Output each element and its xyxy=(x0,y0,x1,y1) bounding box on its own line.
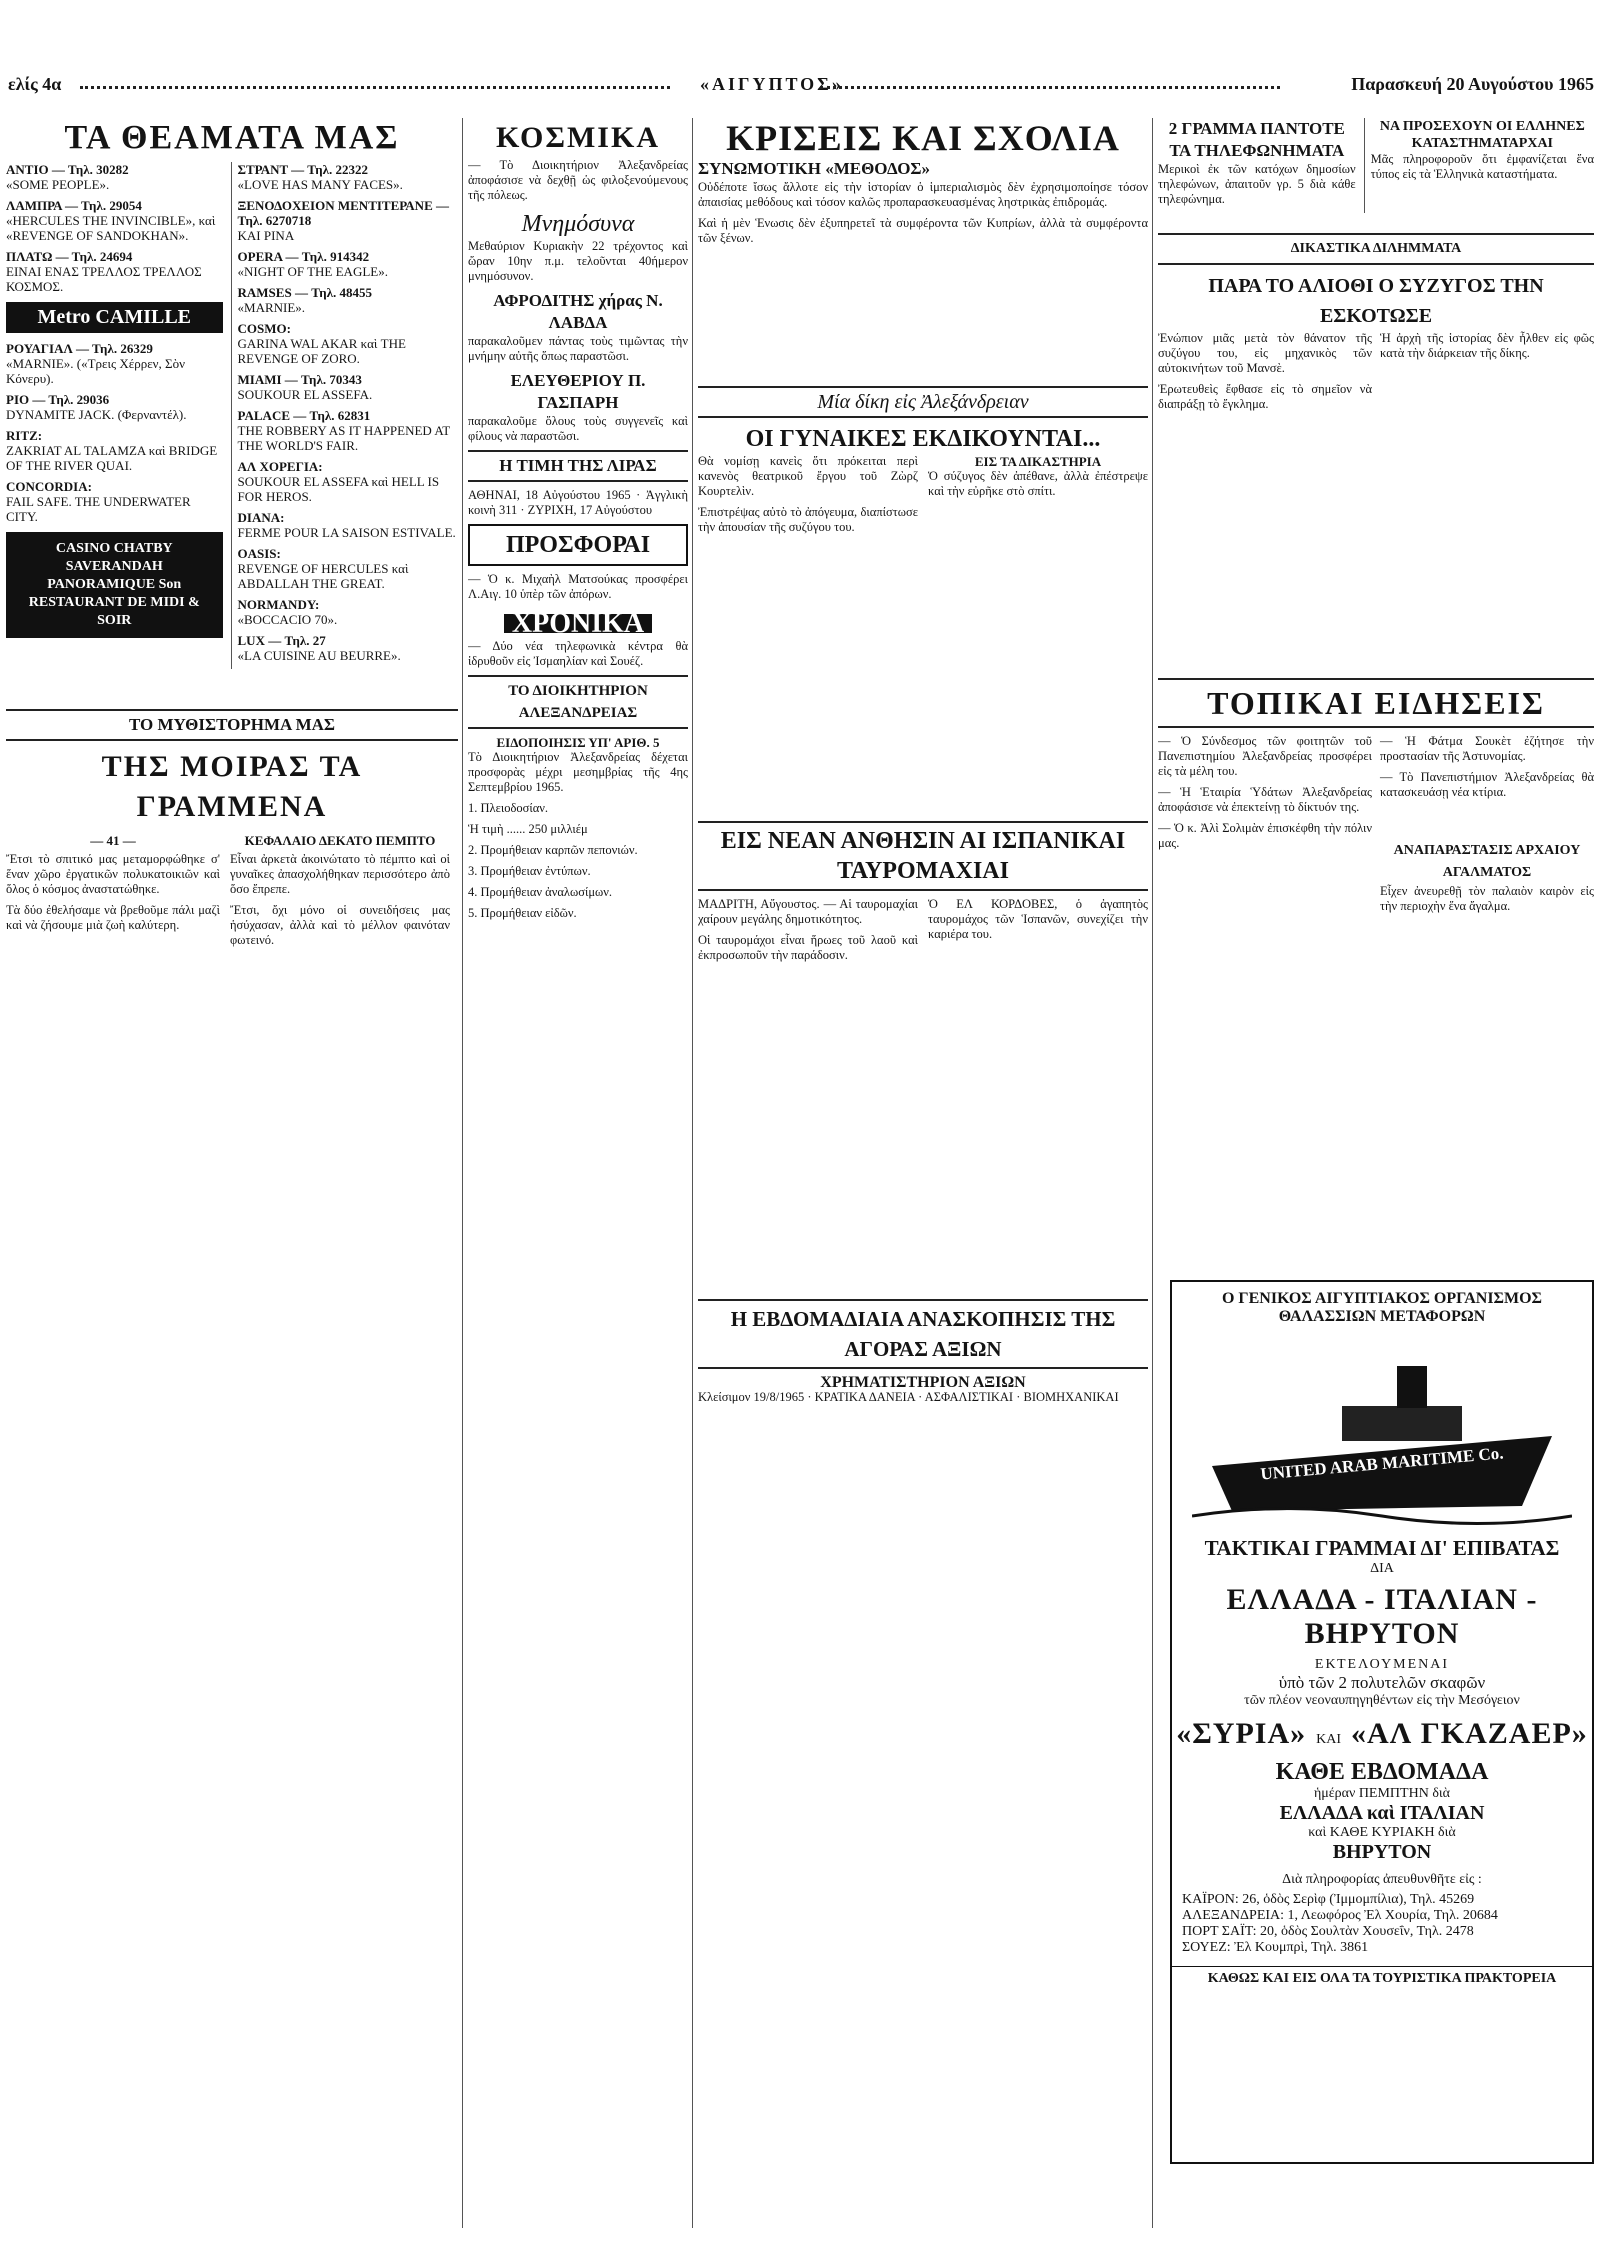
novel-paragraph: Ἔτσι τὸ σπιτικό μας μεταμορφώθηκε σ' ἕναν χῶρο ἐργατικῶν πολυκατοικιῶν καὶ ὅλος ὁ κόσμος ἀναστατώθηκε. xyxy=(6,852,220,896)
company-line-1: Ο ΓΕΝΙΚΟΣ ΑΙΓΥΠΤΙΑΚΟΣ ΟΡΓΑΝΙΣΜΟΣ xyxy=(1221,1290,1543,1307)
trial-col-b xyxy=(928,454,1148,541)
court-title: ΠΑΡΑ ΤΟ ΑΛΙΟΘΙ Ο ΣΥΖΥΓΟΣ ΤΗΝ ΕΣΚΟΤΩΣΕ xyxy=(1208,275,1544,327)
offers-title: ΠΡΟΣΦΟΡΑΙ xyxy=(505,532,651,558)
chronicles-title: ΧΡΟΝΙΚΑ xyxy=(504,614,652,633)
cinema-list-left xyxy=(6,162,223,669)
cinema-entry: ΡΟΥΑΓΙΑΛ — Τηλ. 26329 «MARNIE». («Τρεις Χέρρεν, Σὸν Κόνερυ). xyxy=(6,341,185,386)
court-paragraph: Ἡ ἀρχὴ τῆς ἱστορίας δὲν ἦλθεν εἰς φῶς κατὰ τὴν διάρκειαν τῆς δίκης. xyxy=(1380,331,1594,360)
local-paragraph: — Ὁ κ. Ἀλὶ Σολιμὰν ἐπισκέφθη τὴν πόλιν μας. xyxy=(1158,821,1372,850)
agencies-line: ΚΑΘΩΣ ΚΑΙ ΕΙΣ ΟΛΑ ΤΑ ΤΟΥΡΙΣΤΙΚΑ ΠΡΑΚΤΟΡΕΙΑ xyxy=(1172,1966,1592,1987)
local-paragraph: — Ὁ Σύνδεσμος τῶν φοιτητῶν τοῦ Πανεπιστημίου Ἀλεξανδρείας προσφέρει εἰς τὰ μέλη του. xyxy=(1158,734,1372,778)
novel-paragraph: Τὰ δύο ἐθελήσαμε νὰ βρεθοῦμε πάλι μαζὶ καὶ νὰ ζήσουμε μιὰ ζωὴ καλύτερη. xyxy=(6,903,220,932)
novel-paragraph: Ἔτσι, ὄχι μόνο οἱ συνειδήσεις μας ἡσύχασαν, ἀλλὰ καὶ τὸ μέλλον φαινόταν φωτεινό. xyxy=(230,903,450,947)
cinema-entry: ΛΑΜΠΡΑ — Τηλ. 29054 «HERCULES THE INVINCIBLE», καὶ «REVENGE OF SANDOKHAN». xyxy=(6,198,216,243)
governorate-price: Ἡ τιμὴ ...... 250 μιλλιέμ xyxy=(468,822,588,836)
section-title: ΚΟΣΜΙΚΑ xyxy=(496,121,660,154)
social-paragraph: — Τὸ Διοικητήριον Ἀλεξανδρείας ἀποφάσισε νὰ δεχθῇ ὡς φιλοξενούμενους τῆς πόλεως. xyxy=(468,158,688,202)
market-text: Κλείσιμον 19/8/1965 · ΚΡΑΤΙΚΑ ΔΑΝΕΙΑ · ΑΣΦΑΛΙΣΤΙΚΑΙ · ΒΙΟΜΗΧΑΝΙΚΑΙ xyxy=(698,1390,1119,1404)
sunday-label: καὶ ΚΑΘΕ ΚΥΡΙΑΚΗ διὰ xyxy=(1308,1825,1456,1840)
thursday-label: ἡμέραν ΠΕΜΠΤΗΝ διὰ xyxy=(1313,1786,1451,1801)
novel-col-b xyxy=(230,833,450,954)
ship-icon xyxy=(1192,1336,1572,1526)
column-social xyxy=(468,118,688,2228)
cinema-entry: MIAMI — Τηλ. 70343 SOUKOUR EL ASSEFA. xyxy=(237,372,373,402)
novel-title: ΤΗΣ ΜΟΙΡΑΣ ΤΑ ΓΡΑΜΜΕΝΑ xyxy=(101,750,363,823)
cinema-entry: ΠΛΑΤΩ — Τηλ. 24694 ΕΙΝΑΙ ΕΝΑΣ ΤΡΕΛΛΟΣ ΤΡΕΛΛΟΣ ΚΟΣΜΟΣ. xyxy=(6,249,202,294)
cinema-entry: CONCORDIA: FAIL SAFE. THE UNDERWATER CITY. xyxy=(6,479,191,524)
weekly-label: ΚΑΘΕ ΕΒΔΟΜΑΔΑ xyxy=(1275,1759,1489,1785)
cinema-entry: NORMANDY: «BOCCACIO 70». xyxy=(237,597,338,627)
local-col-a xyxy=(1158,734,1372,920)
local-col-b xyxy=(1380,734,1594,920)
column-divider xyxy=(1152,118,1153,2228)
ship-company-name: UNITED ARAB MARITIME Co. xyxy=(1259,1443,1505,1484)
statue-title: ΑΝΑΠΑΡΑΣΤΑΣΙΣ ΑΡΧΑΙΟΥ ΑΓΑΛΜΑΤΟΣ xyxy=(1393,843,1581,880)
bullfight-col-a xyxy=(698,897,918,969)
trial-col-a xyxy=(698,454,918,541)
phone-text: Μερικοὶ ἐκ τῶν κατόχων δημοσίων τηλεφώνων, ἀπαιτοῦν γρ. 5 διὰ κάθε τηλεφώνημα. xyxy=(1158,162,1356,206)
address-cairo: ΚΑΪΡΟΝ: 26, ὁδὸς Σερὶφ (Ἰμμομπίλια), Τηλ. 45269 xyxy=(1182,1892,1475,1907)
ship-name-algazaer: «ΑΛ ΓΚΑΖΑΕΡ» xyxy=(1351,1717,1588,1750)
local-news-title: ΤΟΠΙΚΑΙ ΕΙΔΗΣΕΙΣ xyxy=(1207,685,1545,721)
governorate-item: 2. Προμήθειαν καρπῶν πεπονιών. xyxy=(468,843,638,857)
vessels-line: ὑπὸ τῶν 2 πολυτελῶν σκαφῶν xyxy=(1278,1673,1486,1692)
vessels-line-2: τῶν πλέον νεοναυπηγηθέντων εἰς τὴν Μεσόγειον xyxy=(1244,1693,1520,1708)
court-header: ΔΙΚΑΣΤΙΚΑ ΔΙΛΗΜΜΑΤΑ xyxy=(1290,241,1462,256)
court-box xyxy=(1158,233,1594,265)
address-suez: ΣΟΥΕΖ: Ἐλ Κουμπρὶ, Τηλ. 3861 xyxy=(1182,1940,1369,1955)
novel-col-a xyxy=(6,833,220,954)
column-divider xyxy=(462,118,463,2228)
governorate-item: 1. Πλειοδοσίαν. xyxy=(468,801,549,815)
cinema-entry: PALACE — Τηλ. 62831 THE ROBBERY AS IT HAPPENED AT THE WORLD'S FAIR. xyxy=(237,408,451,453)
governorate-title: ΤΟ ΔΙΟΙΚΗΤΗΡΙΟΝ ΑΛΕΞΑΝΔΡΕΙΑΣ xyxy=(508,683,648,721)
trial-paragraph: Ἐπιστρέψας αὐτὸ τὸ ἀπόγευμα, διαπίστωσε τὴν ἀπουσίαν τῆς συζύγου του. xyxy=(698,505,918,534)
newspaper-name: «ΑΙΓΥΠΤΟΣ» xyxy=(700,74,844,94)
column-theatre xyxy=(6,118,458,2228)
memorial-name: ΕΛΕΥΘΕΡΙΟΥ Π. ΓΑΣΠΑΡΗ xyxy=(510,371,646,412)
cinema-entry: ΑΛ ΧΟΡΕΓΙΑ: SOUKOUR EL ASSEFA καὶ HELL IS FOR HEROS. xyxy=(237,459,440,504)
section-title: ΚΡΙΣΕΙΣ ΚΑΙ ΣΧΟΛΙΑ xyxy=(726,118,1120,158)
governorate-box xyxy=(468,675,688,729)
statue-text: Εἶχεν ἀνευρεθῇ τὸν παλαιὸν καιρὸν εἰς τὴν περιοχὴν ἕνα ἄγαλμα. xyxy=(1380,884,1594,913)
column-local xyxy=(1158,118,1594,1268)
cinema-entry: LUX — Τηλ. 27 «LA CUISINE AU BEURRE». xyxy=(237,633,401,663)
pound-price-text: ΑΘΗΝΑΙ, 18 Αὐγούστου 1965 · Ἀγγλικὴ κοινὴ 311 · ΖΥΡΙΧΗ, 17 Αὐγούστου xyxy=(468,488,688,517)
market-subtitle: ΧΡΗΜΑΤΙΣΤΗΡΙΟΝ ΑΞΙΩΝ xyxy=(820,1374,1026,1391)
dia-label: ΔΙΑ xyxy=(1370,1561,1394,1576)
comment-paragraph: Οὐδέποτε ἴσως ἄλλοτε εἰς τὴν ἱστορίαν ὁ ἱμπεριαλισμὸς δὲν ἐχρησιμοποίησε τόσον ἀπαισίας μεθόδους καὶ τόσον καλῶς προπαρασκευασμένας ληστρικὰς ἐπιδρομάς. xyxy=(698,180,1148,209)
bullfight-paragraph: Ὁ ΕΛ ΚΟΡΔΟΒΕΣ, ὁ ἀγαπητὸς ταυρομάχος τῶν Ἱσπανῶν, συνεχίζει τὴν καριέρα του. xyxy=(928,897,1148,941)
memorial-paragraph: Μεθαύριον Κυριακὴν 22 τρέχοντος καὶ ὥραν 10ην π.μ. τελοῦνται 40ήμερον μνημόσυνον. xyxy=(468,239,688,283)
column-divider xyxy=(692,118,693,2228)
local-paragraph: — Ἡ Ἑταιρία Ὑδάτων Ἀλεξανδρείας ἀποφάσισε νὰ ἐπεκτείνῃ τὸ δίκτυόν της. xyxy=(1158,785,1372,814)
phone-box xyxy=(1158,118,1356,213)
offers-box xyxy=(468,524,688,566)
offers-text: — Ὁ κ. Μιχαὴλ Ματσούκας προσφέρει Λ.Αιγ. 10 ὑπὲρ τῶν ἀπόρων. xyxy=(468,572,688,601)
novel-paragraph: Εἶναι ἀρκετὰ ἀκοινώτατο τὸ πέμπτο καὶ οἱ γυναῖκες ἀπασχολήθηκαν περισσότερο ἀπὸ ὅσο ἔπρεπε. xyxy=(230,852,450,896)
cinema-entry: RITZ: ZAKRIAT AL TALAMZA καὶ BRIDGE OF THE RIVER QUAI. xyxy=(6,428,218,473)
cinema-entry: ΑΝΤΙΟ — Τηλ. 30282 «SOME PEOPLE». xyxy=(6,162,129,192)
comment-subtitle: ΣΥΝΩΜΟΤΙΚΗ «ΜΕΘΟΔΟΣ» xyxy=(698,159,931,178)
bullfight-title: ΕΙΣ ΝΕΑΝ ΑΝΘΗΣΙΝ ΑΙ ΙΣΠΑΝΙΚΑΙ ΤΑΥΡΟΜΑΧΙΑΙ xyxy=(720,828,1126,884)
column-comments xyxy=(698,118,1148,2228)
operated-label: ΕΚΤΕΛΟΥΜΕΝΑΙ xyxy=(1314,1657,1450,1672)
address-alexandria: ΑΛΕΞΑΝΔΡΕΙΑ: 1, Λεωφόρος Ἐλ Χουρία, Τηλ. 20684 xyxy=(1182,1908,1498,1923)
cinema-list-right xyxy=(231,162,458,669)
masthead-rule-left xyxy=(80,86,670,89)
company-line-2: ΘΑΛΑΣΣΙΩΝ ΜΕΤΑΦΟΡΩΝ xyxy=(1278,1308,1486,1325)
metro-ad: Metro CAMILLE xyxy=(6,302,223,333)
section-title: ΤΑ ΘΕΑΜΑΤΑ ΜΑΣ xyxy=(64,119,400,156)
memorial-paragraph: παρακαλοῦμεν πάντας τοὺς τιμῶντας τὴν μνήμην αὐτῆς ὅπως παραστῶσι. xyxy=(468,334,688,363)
casino-ad: CASINO CHATBY SAVERANDAH PANORAMIQUE Son RESTAURANT DE MIDI & SOIR xyxy=(6,532,223,638)
passenger-lines: ΤΑΚΤΙΚΑΙ ΓΡΑΜΜΑΙ ΔΙ' ΕΠΙΒΑΤΑΣ xyxy=(1204,1536,1560,1560)
novel-header-box xyxy=(6,709,458,741)
novel-part: — 41 — xyxy=(90,833,136,848)
local-paragraph: — Τὸ Πανεπιστήμιον Ἀλεξανδρείας θὰ κατασκευάσῃ νέα κτίρια. xyxy=(1380,770,1594,799)
governorate-text: Τὸ Διοικητήριον Ἀλεξανδρείας δέχεται προσφορὰς μέχρι μεσημβρίας τῆς 4ης Σεπτεμβρίου 1965. xyxy=(468,750,688,794)
ship-illustration xyxy=(1192,1336,1572,1526)
greek-title: ΝΑ ΠΡΟΣΕΧΟΥΝ ΟΙ ΕΛΛΗΝΕΣ ΚΑΤΑΣΤΗΜΑΤΑΡΧΑΙ xyxy=(1379,119,1585,151)
bullfight-paragraph: ΜΑΔΡΙΤΗ, Αὔγουστος. — Αἱ ταυρομαχίαι χαίρουν μεγάλης δημοτικότητος. xyxy=(698,897,918,926)
local-paragraph: — Ἡ Φάτμα Σουκὲτ ἐζήτησε τὴν προστασίαν τῆς Ἀστυνομίας. xyxy=(1380,734,1594,763)
market-title: Η ΕΒΔΟΜΑΔΙΑΙΑ ΑΝΑΣΚΟΠΗΣΙΣ ΤΗΣ ΑΓΟΡΑΣ ΑΞΙΩΝ xyxy=(730,1307,1116,1361)
cinema-entry: DIANA: FERME POUR LA SAISON ESTIVALE. xyxy=(237,510,456,540)
court-paragraph: Ἐνώπιον μιᾶς μετὰ τὸν θάνατον τῆς συζύγου του, εἰς μηχανικὸς τῶν αὐτοκινήτων τοῦ Μανσὲ. xyxy=(1158,331,1372,375)
trial-header: Μία δίκη εἰς Ἀλεξάνδρειαν xyxy=(817,391,1029,413)
info-label: Διὰ πληροφορίας ἀπευθυνθῆτε εἰς : xyxy=(1282,1872,1482,1887)
novel-header: ΤΟ ΜΥΘΙΣΤΟΡΗΜΑ ΜΑΣ xyxy=(128,715,336,734)
phone-title: 2 ΓΡΑΜΜΑ ΠΑΝΤΟΤΕ ΤΑ ΤΗΛΕΦΩΝΗΜΑΤΑ xyxy=(1168,119,1345,160)
pound-price-box xyxy=(468,450,688,482)
cinema-entry: ΡΙΟ — Τηλ. 29036 DYNAMITE JACK. (Φερναντέλ). xyxy=(6,392,187,422)
chronicles-text: — Δύο νέα τηλεφωνικὰ κέντρα θὰ ἱδρυθοῦν εἰς Ἰσμαηλίαν καὶ Σουέζ. xyxy=(468,639,688,668)
route-title: ΕΛΛΑΔΑ - ΙΤΑΛΙΑΝ - ΒΗΡΥΤΟΝ xyxy=(1226,1583,1538,1650)
memorial-title: Μνημόσυνα xyxy=(521,211,635,237)
governorate-item: 5. Προμήθειαν εἰδῶν. xyxy=(468,906,577,920)
address-port-said: ΠΟΡΤ ΣΑΪΤ: 20, ὁδὸς Σουλτὰν Χουσεΐν, Τηλ. 2478 xyxy=(1182,1924,1474,1939)
ship-name-syria: «ΣΥΡΙΑ» xyxy=(1176,1717,1307,1750)
destination-2: ΒΗΡΥΤΟΝ xyxy=(1332,1841,1432,1863)
destination-1: ΕΛΛΑΔΑ καὶ ΙΤΑΛΙΑΝ xyxy=(1279,1802,1485,1824)
governorate-subtitle: ΕΙΔΟΠΟΙΗΣΙΣ ΥΠ' ΑΡΙΘ. 5 xyxy=(496,735,660,750)
market-box xyxy=(698,1299,1148,1369)
court-col-b xyxy=(1380,331,1594,418)
memorial-paragraph: παρακαλοῦμε ὅλους τοὺς συγγενεῖς καὶ φίλους νὰ παραστῶσι. xyxy=(468,414,688,443)
trial-subtitle: ΕΙΣ ΤΑ ΔΙΚΑΣΤΗΡΙΑ xyxy=(974,454,1102,469)
court-paragraph: Ἐρωτευθεὶς ἔφθασε εἰς τὸ σημεῖον νὰ διαπράξῃ τὸ ἔγκλημα. xyxy=(1158,382,1372,411)
cinema-entry: OPERA — Τηλ. 914342 «NIGHT OF THE EAGLE». xyxy=(237,249,388,279)
trial-paragraph: Θὰ νομίσῃ κανεὶς ὅτι πρόκειται περὶ κανενὸς θεατρικοῦ ἔργου τοῦ Ζὼρζ Κουρτελὶν. xyxy=(698,454,918,498)
greek-text: Μᾶς πληροφοροῦν ὅτι ἐμφανίζεται ἕνα τύπος εἰς τὰ Ἑλληνικὰ καταστήματα. xyxy=(1370,152,1594,181)
memorial-name: ΑΦΡΟΔΙΤΗΣ χήρας Ν. ΛΑΒΔΑ xyxy=(493,291,663,332)
page-number: ελίς 4α xyxy=(8,74,62,94)
cinema-entry: RAMSES — Τηλ. 48455 «MARNIE». xyxy=(237,285,372,315)
cinema-entry: OASIS: REVENGE OF HERCULES καὶ ABDALLAH THE GREAT. xyxy=(237,546,409,591)
bullfight-paragraph: Οἱ ταυρομάχοι εἶναι ἥρωες τοῦ λαοῦ καὶ ἐκπροσωποῦν τὴν παράδοσιν. xyxy=(698,933,918,962)
trial-paragraph: Ὁ σύζυγος δὲν ἀπέθανε, ἀλλὰ ἐπέστρεψε καὶ τὴν εὐρῆκε στὸ σπίτι. xyxy=(928,469,1148,498)
pound-price-title: Η ΤΙΜΗ ΤΗΣ ΛΙΡΑΣ xyxy=(499,456,657,475)
greek-box xyxy=(1364,118,1594,213)
bullfight-box xyxy=(698,821,1148,891)
issue-date: Παρασκευή 20 Αυγούστου 1965 xyxy=(1351,74,1594,94)
and-label: ΚΑΙ xyxy=(1316,1732,1342,1747)
comment-paragraph: Καὶ ἡ μὲν Ἑνωσις δὲν ἐξυπηρετεῖ τὰ συμφέροντα τῶν Κυπρίων, ἀλλὰ τὰ συμφέροντα τῶν ξένων. xyxy=(698,216,1148,245)
cinema-entry: COSMO: GARINA WAL AKAR καὶ THE REVENGE OF ZORO. xyxy=(237,321,406,366)
bullfight-col-b xyxy=(928,897,1148,969)
trial-title: ΟΙ ΓΥΝΑΙΚΕΣ ΕΚΔΙΚΟΥΝΤΑΙ... xyxy=(745,426,1101,452)
cinema-entry: ΣΤΡΑΝΤ — Τηλ. 22322 «LOVE HAS MANY FACES». xyxy=(237,162,403,192)
governorate-item: 4. Προμήθειαν ἀναλωσίμων. xyxy=(468,885,613,899)
masthead-rule-right xyxy=(820,86,1280,89)
shipping-ad xyxy=(1170,1280,1594,2164)
novel-chapter: ΚΕΦΑΛΑΙΟ ΔΕΚΑΤΟ ΠΕΜΠΤΟ xyxy=(244,833,436,848)
local-news-box xyxy=(1158,678,1594,728)
cinema-entry: ΞΕΝΟΔΟΧΕΙΟΝ ΜΕΝΤΙΤΕΡΑΝΕ — Τηλ. 6270718 ΚΑΙ ΡΙΝΑ xyxy=(237,198,449,243)
trial-box xyxy=(698,386,1148,418)
court-col-a xyxy=(1158,331,1372,418)
governorate-item: 3. Προμήθειαν ἐντύπων. xyxy=(468,864,591,878)
